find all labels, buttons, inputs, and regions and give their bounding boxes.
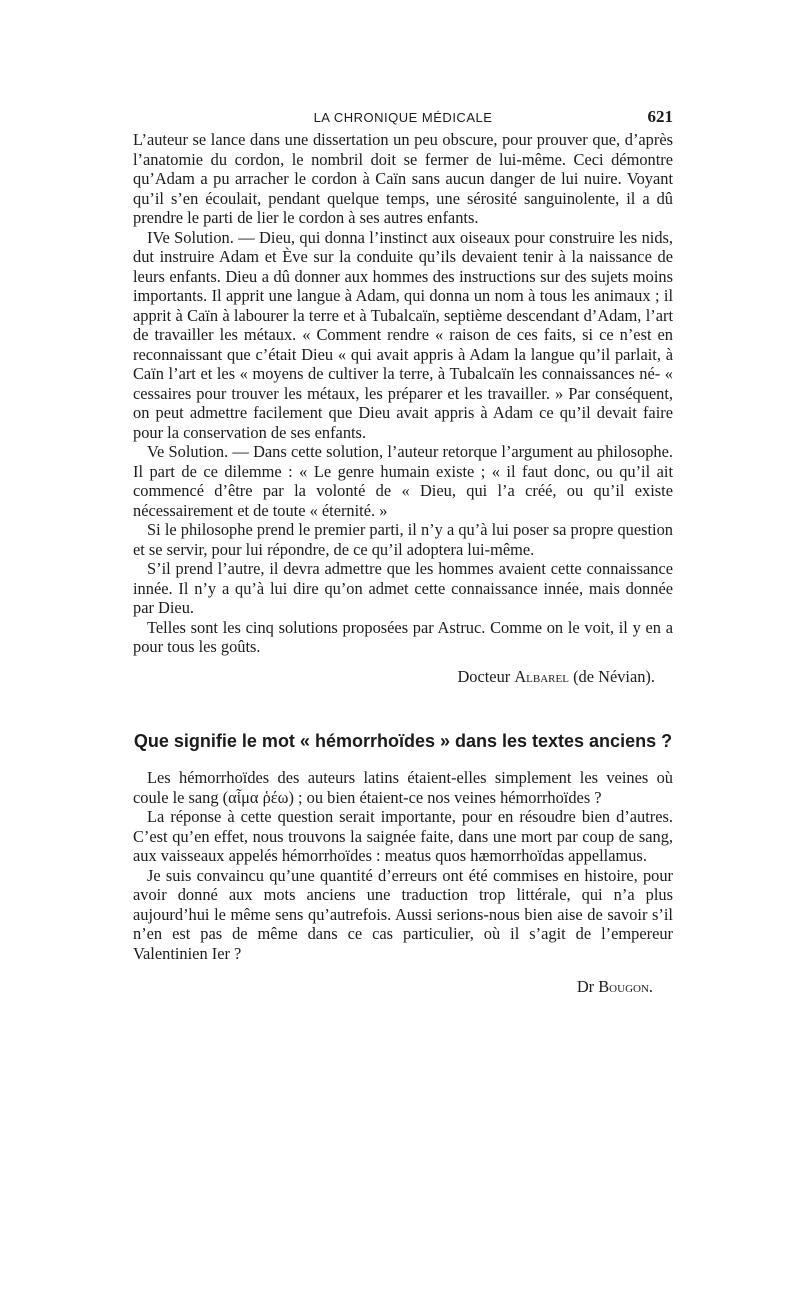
article-1-body: [133, 130, 673, 657]
article-1-paragraph-5: S’il prend l’autre, il devra admettre que les hommes avaient cette connaissance innée. Il n’y a qu’à lui dire qu’on admet cette connaissance innée, mais donnée par Dieu.: [133, 559, 673, 617]
article-1-paragraph-3: Ve Solution. — Dans cette solution, l’auteur retorque l’argument au philosophe. Il part de ce dilemme : « Le genre humain existe ; « il faut donc, ou qu’il ait commencé d’être par la volonté de « Dieu, qui l’a créé, ou qu’il existe nécessairement et de toute « éternité. »: [133, 442, 673, 520]
article-1-signature: [133, 667, 673, 687]
signature-name: Albarel: [514, 666, 569, 686]
signature-2-prefix: Dr: [576, 977, 595, 996]
page-number: 621: [647, 107, 673, 126]
article-1-paragraph-6: Telles sont les cinq solutions proposées par Astruc. Comme on le voit, il y en a pour tous les goûts.: [133, 617, 673, 656]
article-2-body: [133, 768, 673, 963]
signature-2-name: Bougon.: [598, 977, 653, 996]
article-2-paragraph-1: Les hémorrhoïdes des auteurs latins étaient-elles simplement les veines où coule le sang (αἷμα ῥέω) ; ou bien étaient-ce nos veines hémorrhoïdes ?: [133, 768, 673, 807]
article-1-paragraph-1: L’auteur se lance dans une dissertation un peu obscure, pour prouver que, d’après l’anatomie du cordon, le nombril doit se fermer de lui-même. Ceci démontre qu’Adam a pu arracher le cordon à Caïn sans aucun danger de lui nuire. Voyant qu’il s’en écoulait, pendant quelque temps, une sérosité sanguinolente, il a dû prendre le parti de lier le cordon à ses autres enfants.: [133, 130, 673, 227]
article-1-paragraph-2: IVe Solution. — Dieu, qui donna l’instinct aux oiseaux pour construire les nids, dut instruire Adam et Ève sur la conduite qu’ils devaient tenir à la naissance de leurs enfants. Dieu a dû donner aux hommes des instructions sur des sujets moins importants. Il apprit une langue à Adam, qui donna un nom à tous les animaux ; il apprit à Caïn à labourer la terre et à Tubalcaïn, septième descendant d’Adam, l’art de travailler les métaux. « Comment rendre « raison de ces faits, si ce n’est en reconnaissant que c’était Dieu « qui avait appris à Adam la langue qu’il parlait, à Caïn l’art et les « moyens de cultiver la terre, à Tubalcaïn les connaissances né- « cessaires pour trouver les métaux, les préparer et les travailler. » Par conséquent, on peut admettre facilement que Dieu avait appris à Adam ce qu’il devait faire pour la conservation de ses enfants.: [133, 227, 673, 442]
running-title: LA CHRONIQUE MÉDICALE: [313, 110, 493, 125]
article-2-title: Que signifie le mot « hémorrhoïdes » dans les textes anciens ?: [133, 731, 673, 751]
article-2-paragraph-2: La réponse à cette question serait importante, pour en résoudre bien d’autres. C’est qu’en effet, nous trouvons la saignée faite, dans une mort par coup de sang, aux vaisseaux appelés hémorrhoïdes : meatus quos hæmorrhoïdas appellamus.: [133, 807, 673, 865]
signature-prefix: Docteur: [457, 666, 511, 686]
article-2-paragraph-3: Je suis convaincu qu’une quantité d’erreurs ont été commises en histoire, pour avoir donné aux mots anciens une traduction trop littérale, qui n’a plus aujourd’hui le même sens qu’autrefois. Aussi serions-nous bien aise de savoir s’il n’en est pas de même dans ce cas particulier, où il s’agit de l’empereur Valentinien Ier ?: [133, 865, 673, 963]
document-page: [133, 104, 673, 997]
running-head: [133, 104, 673, 128]
signature-suffix: (de Névian).: [573, 666, 655, 686]
article-2-signature: [133, 977, 673, 997]
article-1-paragraph-4: Si le philosophe prend le premier parti, il n’y a qu’à lui poser sa propre question et se servir, pour lui répondre, de ce qu’il adoptera lui-même.: [133, 520, 673, 559]
